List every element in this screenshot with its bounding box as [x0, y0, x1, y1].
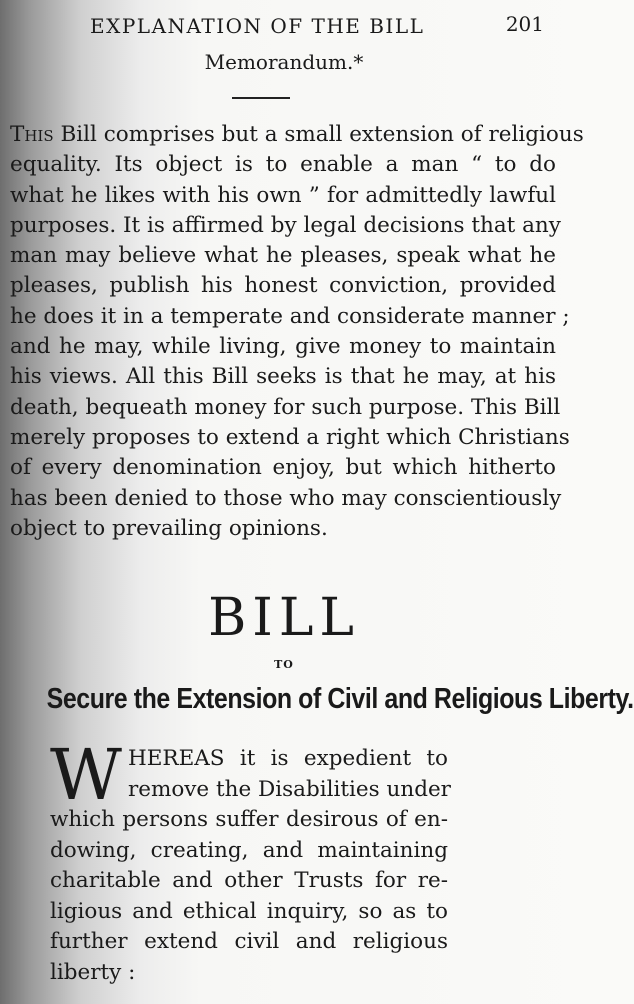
preamble-line: HEREAS it is expedient to [127, 746, 448, 771]
bill-title: BILL [208, 588, 360, 648]
preamble-line: charitable and other Trusts for re- [50, 868, 448, 893]
preamble [50, 734, 451, 988]
preamble-line: which persons suffer desirous of en- [50, 807, 448, 832]
preamble-line: dowing, creating, and maintaining [50, 837, 448, 863]
memo-line: and he may, while living, give money to maintain [10, 334, 556, 360]
memorandum-body [10, 120, 584, 544]
drop-cap: W [50, 734, 122, 816]
preamble-line: liberty : [50, 959, 136, 985]
act-title: Secure the Extension of Civil and Religious Liberty. [46, 683, 634, 715]
memo-line: man may believe what he pleases, speak what he [10, 243, 556, 269]
memo-line: merely proposes to extend a right which Christians [10, 424, 570, 450]
preamble-line: ligious and ethical inquiry, so as to [50, 898, 448, 924]
memo-lead-word: This [10, 122, 54, 147]
memo-line: This Bill comprises but a small extension of religious [10, 122, 584, 147]
memo-line: death, bequeath money for such purpose. This Bill [10, 394, 561, 420]
divider-rule [232, 97, 290, 99]
to-label: TO [274, 658, 294, 671]
memo-line: he does it in a temperate and considerate manner ; [10, 303, 570, 329]
memo-line: of every denomination enjoy, but which hitherto [10, 455, 556, 481]
running-header: EXPLANATION OF THE BILL [90, 14, 425, 38]
page-number: 201 [505, 12, 544, 36]
preamble-line: remove the Disabilities under [127, 776, 451, 802]
memo-line: purposes. It is affirmed by legal decisions that any [10, 212, 561, 238]
memo-line: has been denied to those who may conscientiously [10, 485, 562, 511]
preamble-line: further extend civil and religious [50, 929, 448, 954]
memo-line: his views. All this Bill seeks is that he may, at his [10, 364, 556, 390]
memorandum-heading: Memorandum.* [204, 50, 364, 74]
memo-line: equality. Its object is to enable a man “ to do [10, 152, 556, 178]
memo-line: object to prevailing opinions. [10, 515, 328, 541]
memo-line: pleases, publish his honest conviction, provided [10, 273, 556, 299]
memo-line: what he likes with his own ” for admittedly lawful [10, 182, 556, 208]
